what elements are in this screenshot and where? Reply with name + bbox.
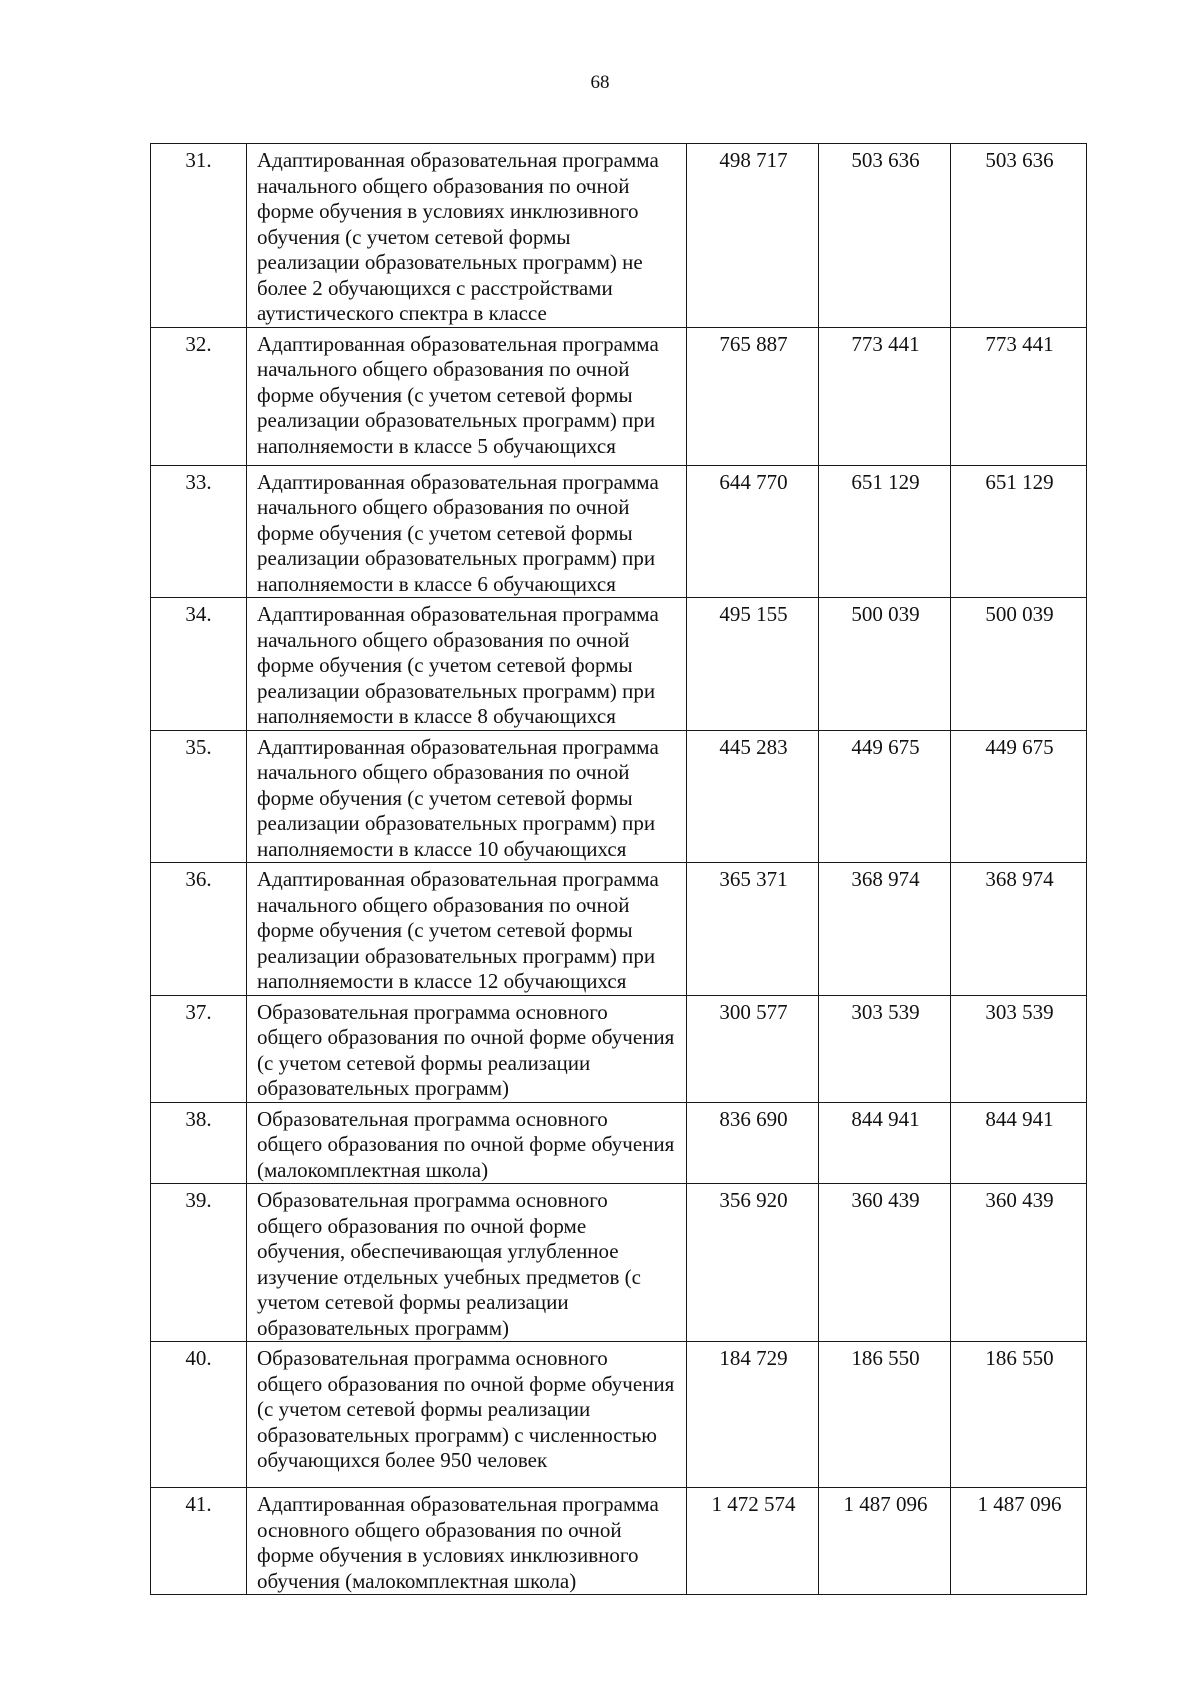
value-cell-1: 836 690	[687, 1102, 819, 1184]
tariff-table-container	[150, 143, 1086, 1595]
value-cell-2: 303 539	[819, 995, 951, 1102]
table-row	[151, 863, 1087, 996]
program-description-cell: Образовательная программа основного общего образования по очной форме обучения, обеспечивающая углубленное изучение отдельных учебных предметов (с учетом сетевой формы реализации образовательных программ)	[247, 1184, 687, 1342]
value-cell-1: 1 472 574	[687, 1488, 819, 1595]
row-number-cell: 41.	[151, 1488, 247, 1595]
table-row	[151, 995, 1087, 1102]
value-cell-3: 303 539	[951, 995, 1087, 1102]
table-row	[151, 144, 1087, 328]
value-cell-2: 844 941	[819, 1102, 951, 1184]
row-number-cell: 39.	[151, 1184, 247, 1342]
value-cell-2: 186 550	[819, 1342, 951, 1488]
row-number-cell: 34.	[151, 598, 247, 731]
table-row	[151, 1342, 1087, 1488]
value-cell-1: 498 717	[687, 144, 819, 328]
value-cell-1: 184 729	[687, 1342, 819, 1488]
value-cell-1: 365 371	[687, 863, 819, 996]
table-row	[151, 327, 1087, 465]
value-cell-2: 368 974	[819, 863, 951, 996]
value-cell-2: 360 439	[819, 1184, 951, 1342]
table-row	[151, 730, 1087, 863]
value-cell-3: 500 039	[951, 598, 1087, 731]
value-cell-2: 651 129	[819, 465, 951, 598]
program-description-cell: Образовательная программа основного общего образования по очной форме обучения (с учетом сетевой формы реализации образовательных программ)	[247, 995, 687, 1102]
table-row	[151, 1184, 1087, 1342]
value-cell-3: 844 941	[951, 1102, 1087, 1184]
row-number-cell: 33.	[151, 465, 247, 598]
value-cell-2: 500 039	[819, 598, 951, 731]
program-description-cell: Образовательная программа основного общего образования по очной форме обучения (малокомплектная школа)	[247, 1102, 687, 1184]
row-number-cell: 38.	[151, 1102, 247, 1184]
table-row	[151, 598, 1087, 731]
value-cell-3: 449 675	[951, 730, 1087, 863]
row-number-cell: 40.	[151, 1342, 247, 1488]
value-cell-2: 1 487 096	[819, 1488, 951, 1595]
table-row	[151, 1488, 1087, 1595]
row-number-cell: 37.	[151, 995, 247, 1102]
table-row	[151, 1102, 1087, 1184]
tariff-table	[150, 143, 1087, 1595]
value-cell-3: 360 439	[951, 1184, 1087, 1342]
program-description-cell: Адаптированная образовательная программа начального общего образования по очной форме обучения (с учетом сетевой формы реализации образовательных программ) при наполняемости в классе 6 обучающихся	[247, 465, 687, 598]
program-description-cell: Адаптированная образовательная программа начального общего образования по очной форме обучения (с учетом сетевой формы реализации образовательных программ) при наполняемости в классе 5 обучающихся	[247, 327, 687, 465]
value-cell-3: 503 636	[951, 144, 1087, 328]
program-description-cell: Образовательная программа основного общего образования по очной форме обучения (с учетом сетевой формы реализации образовательных программ) с численностью обучающихся более 950 человек	[247, 1342, 687, 1488]
row-number-cell: 35.	[151, 730, 247, 863]
program-description-cell: Адаптированная образовательная программа начального общего образования по очной форме обучения (с учетом сетевой формы реализации образовательных программ) при наполняемости в классе 8 обучающихся	[247, 598, 687, 731]
value-cell-2: 503 636	[819, 144, 951, 328]
value-cell-1: 644 770	[687, 465, 819, 598]
value-cell-3: 1 487 096	[951, 1488, 1087, 1595]
program-description-cell: Адаптированная образовательная программа начального общего образования по очной форме обучения (с учетом сетевой формы реализации образовательных программ) при наполняемости в классе 10 обучающихся	[247, 730, 687, 863]
value-cell-3: 773 441	[951, 327, 1087, 465]
program-description-cell: Адаптированная образовательная программа начального общего образования по очной форме обучения (с учетом сетевой формы реализации образовательных программ) при наполняемости в классе 12 обучающихся	[247, 863, 687, 996]
program-description-cell: Адаптированная образовательная программа основного общего образования по очной форме обучения в условиях инклюзивного обучения (малокомплектная школа)	[247, 1488, 687, 1595]
table-row	[151, 465, 1087, 598]
value-cell-3: 368 974	[951, 863, 1087, 996]
row-number-cell: 31.	[151, 144, 247, 328]
value-cell-1: 300 577	[687, 995, 819, 1102]
value-cell-3: 651 129	[951, 465, 1087, 598]
value-cell-1: 445 283	[687, 730, 819, 863]
value-cell-1: 495 155	[687, 598, 819, 731]
page-number: 68	[590, 72, 610, 93]
program-description-cell: Адаптированная образовательная программа начального общего образования по очной форме обучения в условиях инклюзивного обучения (с учетом сетевой формы реализации образовательных программ) не более 2 обучающихся с расстройствами аутистического спектра в классе	[247, 144, 687, 328]
value-cell-2: 449 675	[819, 730, 951, 863]
value-cell-1: 765 887	[687, 327, 819, 465]
row-number-cell: 32.	[151, 327, 247, 465]
row-number-cell: 36.	[151, 863, 247, 996]
value-cell-2: 773 441	[819, 327, 951, 465]
value-cell-3: 186 550	[951, 1342, 1087, 1488]
value-cell-1: 356 920	[687, 1184, 819, 1342]
table-body	[151, 144, 1087, 1595]
